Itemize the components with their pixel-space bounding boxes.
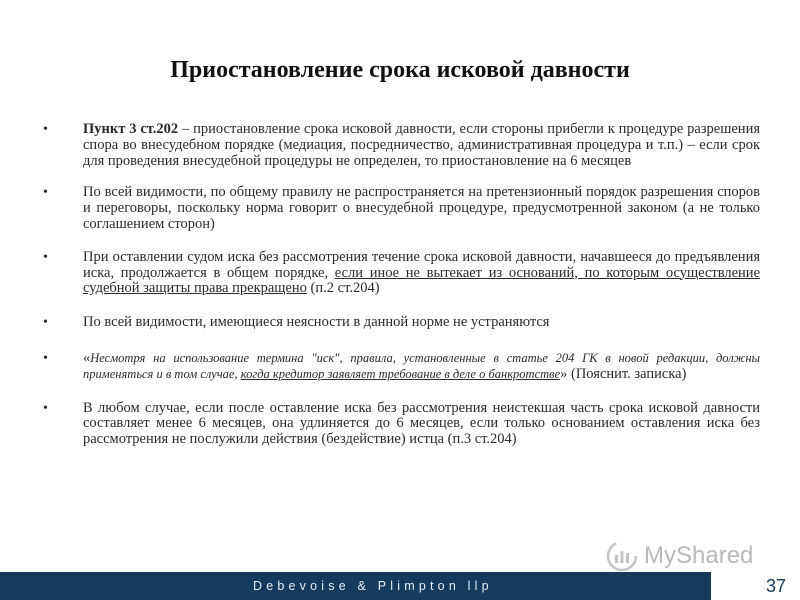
bullet-text: – приостановление срока исковой давности, если стороны прибегли к процедуре разрешения спора во внесудебном порядке (медиация, посредничество, административная процедура и т.п.) – если срок для проведения внесудебной процедуры не определен, то приостановление на 6 месяцев xyxy=(83,121,760,169)
bullet-marker: • xyxy=(43,400,48,416)
footer-bar xyxy=(0,572,800,600)
slide-title: Приостановление срока исковой давности xyxy=(170,57,630,83)
bullet-marker: • xyxy=(43,315,48,331)
quote-underlined-text: когда кредитор заявляет требование в деле о банкротстве xyxy=(240,366,561,381)
bullet-tail: (п.2 ст.204) xyxy=(306,280,380,297)
bullet-item xyxy=(43,315,760,331)
bullet-text: В любом случае, если после оставление иска без рассмотрения неистекшая часть срока исковой давности составляет менее 6 месяцев, она удлиняется до 6 месяцев, если только основанием оставления иска без рассмотрения не послужили действия (бездействие) истца (п.3 ст.204) xyxy=(83,399,760,448)
bullet-marker: • xyxy=(43,249,48,265)
bullet-underlined-text: если иное не вытекает из оснований, по которым осуществление судебной защиты права прекращено xyxy=(83,264,761,297)
bullet-lead: Пункт 3 ст.202 xyxy=(83,121,179,137)
bullet-marker: • xyxy=(43,122,48,137)
bullet-item xyxy=(43,185,760,232)
quote-text: Несмотря на использование термина "иск", правила, установленные в статье 204 ГК в новой редакции, должны применяться и в том случае, xyxy=(83,350,760,381)
bullet-marker: • xyxy=(43,350,48,366)
bullet-item xyxy=(43,351,760,383)
watermark-text: MyShared xyxy=(644,542,754,569)
bullet-marker: • xyxy=(43,185,48,201)
bullet-tail: (Пояснит. записка) xyxy=(567,365,687,382)
footer-firm-name: Debevoise & Plimpton llp xyxy=(253,579,493,593)
page-number: 37 xyxy=(711,572,800,600)
quote-open: « xyxy=(83,349,91,366)
bullet-text: При оставлении судом иска без рассмотрения течение срока исковой давности, начавшееся до предъявления иска, продолжается в общем порядке, xyxy=(83,248,760,281)
bullet-text: По всей видимости, по общему правилу не распространяется на претензионный порядок разрешения споров и переговоры, поскольку норма говорит о внесудебной процедуре, предусмотренной законом (а не только соглашением сторон) xyxy=(83,184,760,232)
bullet-text: По всей видимости, имеющиеся неясности в данной норме не устраняются xyxy=(83,314,550,331)
watermark-logo xyxy=(606,536,766,576)
bullet-item xyxy=(43,122,760,169)
quote-close: » xyxy=(560,365,568,382)
bullet-list xyxy=(43,122,760,464)
presentation-chart-icon xyxy=(606,540,638,572)
bullet-item xyxy=(43,250,760,297)
bullet-item xyxy=(43,401,760,448)
